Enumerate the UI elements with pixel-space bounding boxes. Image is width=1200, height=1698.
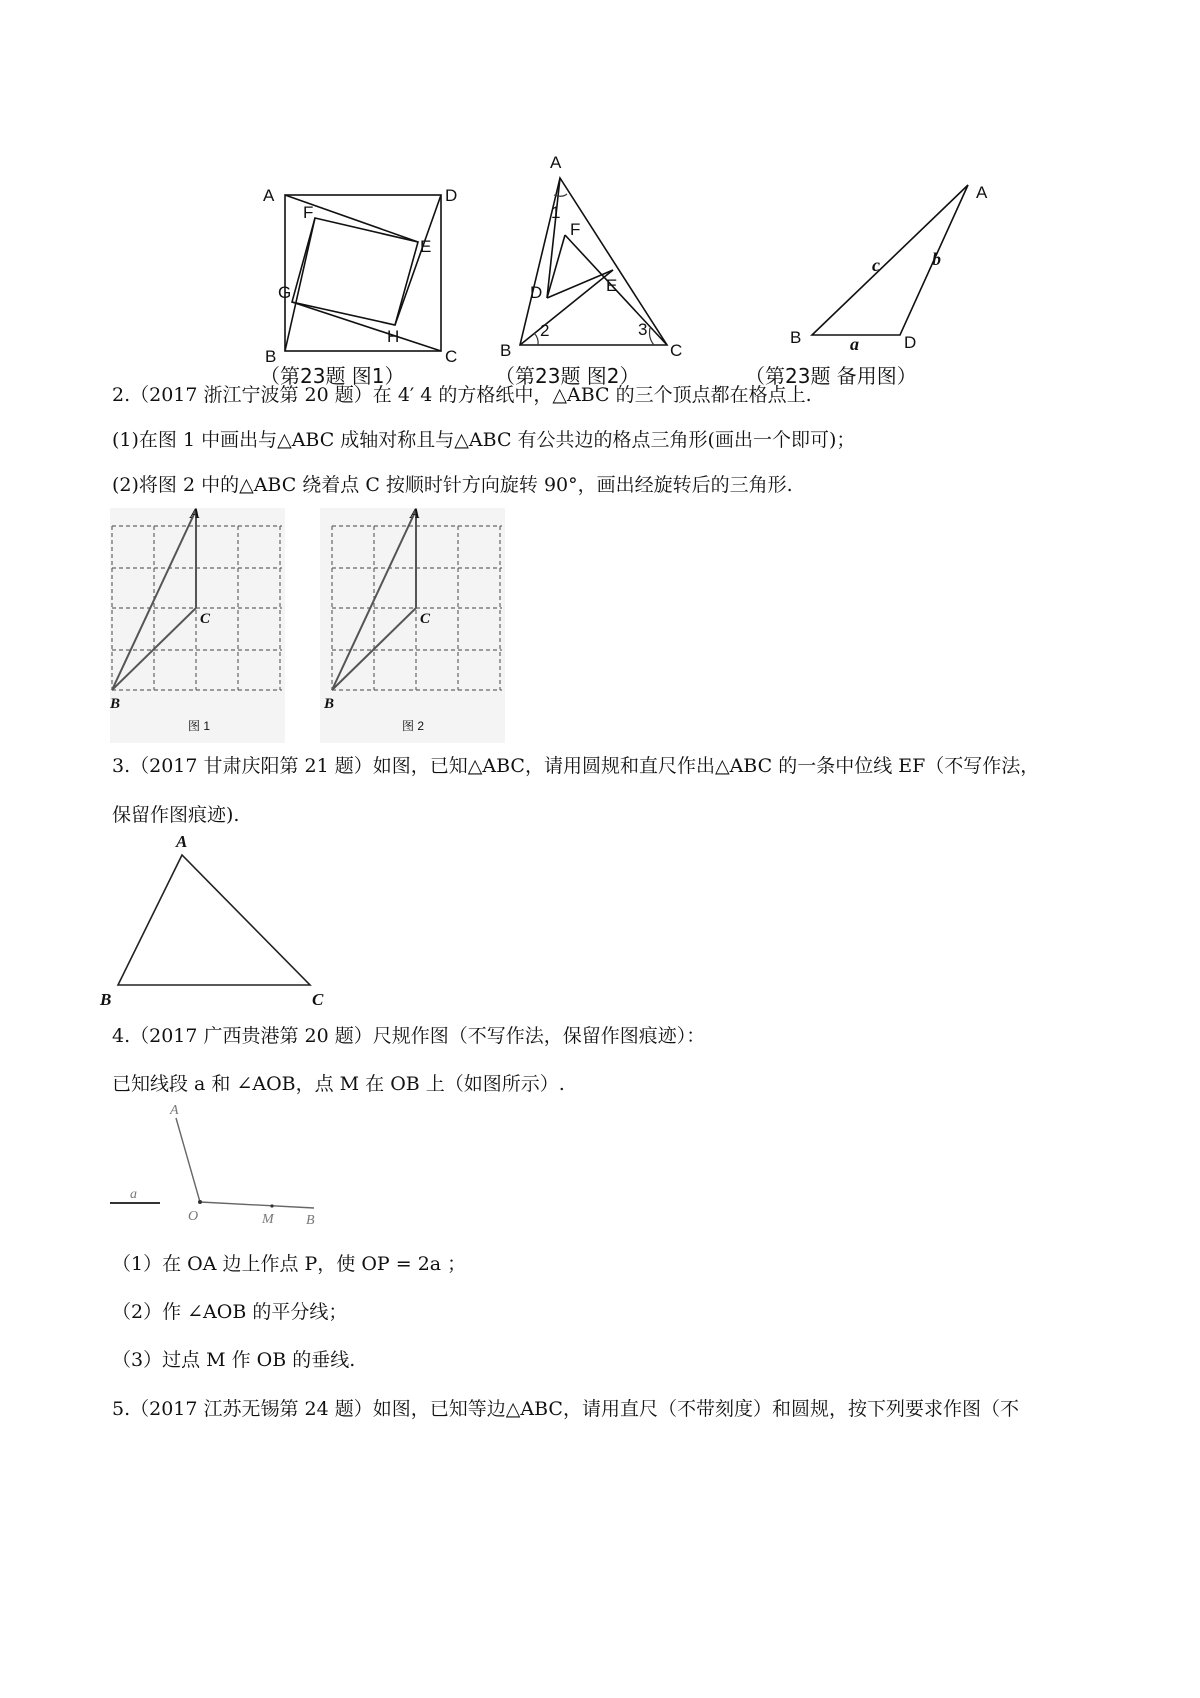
- angle-3-label: 3: [638, 320, 648, 339]
- fig23-figure2: [490, 150, 740, 395]
- q3-statement: 3.（2017 甘肃庆阳第 21 题）如图，已知△ABC，请用圆规和直尺作出△ABC 的一条中位线 EF（不写作法，: [112, 755, 1040, 777]
- q2-part1: (1)在图 1 中画出与△ABC 成轴对称且与△ABC 有公共边的格点三角形(画出一个即可)；: [112, 429, 856, 451]
- label-C: C: [420, 611, 431, 627]
- label-A: A: [190, 506, 201, 522]
- label-C: C: [200, 611, 211, 627]
- label-B: B: [500, 341, 512, 360]
- label-A: A: [176, 832, 188, 851]
- q2-part2: (2)将图 2 中的△ABC 绕着点 C 按顺时针方向旋转 90°，画出经旋转后的三角形.: [112, 474, 793, 496]
- fig2-caption: （第23题 图2）: [495, 364, 640, 388]
- fig23-backup-figure: [745, 175, 1010, 395]
- label-B: B: [110, 696, 121, 712]
- label-B: B: [790, 328, 802, 347]
- q3-triangle-figure: [100, 825, 360, 1015]
- label-M: M: [262, 1212, 274, 1227]
- q4-given: 已知线段 a 和 ∠AOB，点 M 在 OB 上（如图所示）.: [112, 1073, 565, 1095]
- label-A: A: [263, 186, 275, 205]
- label-a: a: [130, 1187, 137, 1202]
- grid2-caption: 图 2: [402, 719, 425, 733]
- label-C: C: [445, 347, 458, 366]
- label-C: C: [670, 341, 683, 360]
- label-B: B: [324, 696, 335, 712]
- label-A: A: [550, 153, 562, 172]
- q4-part2: （2）作 ∠AOB 的平分线；: [112, 1301, 348, 1323]
- fig1-caption: （第23题 图1）: [260, 364, 405, 388]
- q4-part1: （1）在 OA 边上作点 P，使 OP = 2a ；: [112, 1253, 467, 1275]
- label-D: D: [530, 283, 543, 302]
- label-E: E: [420, 237, 432, 256]
- q4-angle-figure: [100, 1100, 340, 1240]
- label-B: B: [265, 347, 277, 366]
- label-A: A: [410, 506, 421, 522]
- angle-1-label: 1: [551, 203, 561, 222]
- label-A: A: [976, 183, 988, 202]
- label-A: A: [170, 1103, 179, 1118]
- label-D: D: [445, 186, 458, 205]
- label-F: F: [570, 220, 581, 239]
- angle-2-label: 2: [540, 321, 550, 340]
- label-E: E: [606, 276, 618, 295]
- q2-grid-figure2: [320, 508, 505, 743]
- label-b: b: [932, 249, 941, 269]
- q4-part3: （3）过点 M 作 OB 的垂线.: [112, 1349, 356, 1371]
- label-c: c: [872, 255, 880, 275]
- label-a: a: [850, 334, 859, 354]
- label-F: F: [303, 203, 314, 222]
- label-O: O: [188, 1209, 199, 1224]
- label-D: D: [904, 333, 917, 352]
- fig23-figure1: [255, 170, 465, 395]
- label-H: H: [387, 327, 400, 346]
- grid1-caption: 图 1: [188, 719, 211, 733]
- label-B: B: [306, 1213, 315, 1228]
- label-B: B: [100, 990, 112, 1009]
- q4-statement: 4.（2017 广西贵港第 20 题）尺规作图（不写作法，保留作图痕迹）：: [112, 1025, 706, 1047]
- q5-statement: 5.（2017 江苏无锡第 24 题）如图，已知等边△ABC，请用直尺（不带刻度）和圆规，按下列要求作图（不: [112, 1398, 1019, 1420]
- q3-statement-cont: 保留作图痕迹).: [112, 804, 240, 826]
- label-C: C: [312, 990, 324, 1009]
- q2-grid-figure1: [110, 508, 285, 743]
- label-G: G: [278, 283, 292, 302]
- fig3-caption: （第23题 备用图）: [745, 364, 917, 388]
- q2-statement: 2.（2017 浙江宁波第 20 题）在 4′ 4 的方格纸中，△ABC 的三个顶点都在格点上.: [112, 384, 812, 406]
